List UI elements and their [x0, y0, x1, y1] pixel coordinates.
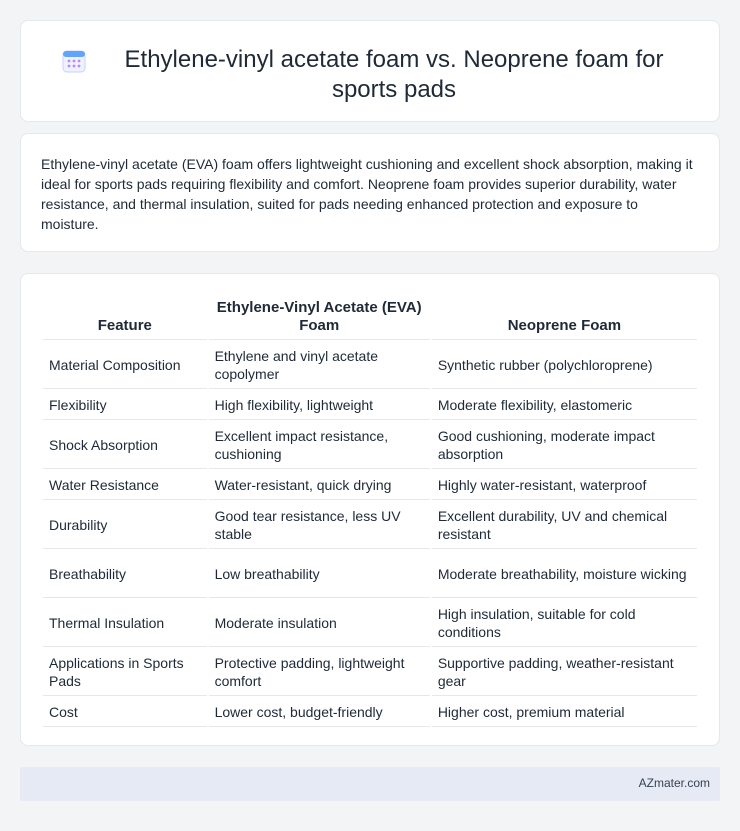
neoprene-cell: Good cushioning, moderate impact absorption: [432, 422, 697, 469]
neoprene-cell: Supportive padding, weather-resistant gear: [432, 649, 697, 696]
header-feature: Feature: [43, 293, 207, 340]
feature-cell: Shock Absorption: [43, 422, 207, 469]
feature-cell: Cost: [43, 698, 207, 727]
neoprene-cell: Moderate breathability, moisture wicking: [432, 551, 697, 598]
table-row: [43, 342, 697, 389]
feature-cell: Water Resistance: [43, 471, 207, 500]
table-row: [43, 600, 697, 647]
neoprene-cell: Moderate flexibility, elastomeric: [432, 391, 697, 420]
neoprene-cell: Excellent durability, UV and chemical resistant: [432, 502, 697, 549]
page-title: Ethylene-vinyl acetate foam vs. Neoprene foam for sports pads: [124, 46, 664, 103]
eva-cell: High flexibility, lightweight: [209, 391, 430, 420]
table-row: [43, 698, 697, 727]
table-row: [43, 471, 697, 500]
feature-cell: Durability: [43, 502, 207, 549]
eva-cell: Water-resistant, quick drying: [209, 471, 430, 500]
intro-card: [20, 133, 720, 252]
eva-cell: Protective padding, lightweight comfort: [209, 649, 430, 696]
feature-cell: Applications in Sports Pads: [43, 649, 207, 696]
table-row: [43, 551, 697, 598]
feature-cell: Material Composition: [43, 342, 207, 389]
neoprene-cell: Synthetic rubber (polychloroprene): [432, 342, 697, 389]
footer-source: AZmater.com: [638, 776, 710, 790]
eva-cell: Ethylene and vinyl acetate copolymer: [209, 342, 430, 389]
title-card: [20, 20, 720, 122]
comparison-table: [41, 291, 699, 729]
table-row: [43, 422, 697, 469]
intro-paragraph: Ethylene-vinyl acetate (EVA) foam offers lightweight cushioning and excellent shock absorption, making it ideal for sports pads requiring flexibility and comfort. Neoprene foam provides superior durability, water resistance, and thermal insulation, suited for pads needing enhanced protection and exposure to moisture.: [41, 156, 693, 232]
feature-cell: Breathability: [43, 551, 207, 598]
eva-cell: Low breathability: [209, 551, 430, 598]
table-row: [43, 649, 697, 696]
neoprene-cell: High insulation, suitable for cold conditions: [432, 600, 697, 647]
feature-cell: Thermal Insulation: [43, 600, 207, 647]
table-row: [43, 502, 697, 549]
comparison-card: [20, 273, 720, 746]
header-eva: Ethylene-Vinyl Acetate (EVA) Foam: [209, 293, 430, 340]
feature-cell: Flexibility: [43, 391, 207, 420]
neoprene-cell: Highly water-resistant, waterproof: [432, 471, 697, 500]
eva-cell: Lower cost, budget-friendly: [209, 698, 430, 727]
table-row: [43, 391, 697, 420]
neoprene-cell: Higher cost, premium material: [432, 698, 697, 727]
eva-cell: Good tear resistance, less UV stable: [209, 502, 430, 549]
eva-cell: Moderate insulation: [209, 600, 430, 647]
footer-bar: [20, 767, 720, 801]
calendar-icon: [61, 48, 87, 74]
header-neoprene: Neoprene Foam: [432, 293, 697, 340]
eva-cell: Excellent impact resistance, cushioning: [209, 422, 430, 469]
table-header-row: [43, 293, 697, 340]
